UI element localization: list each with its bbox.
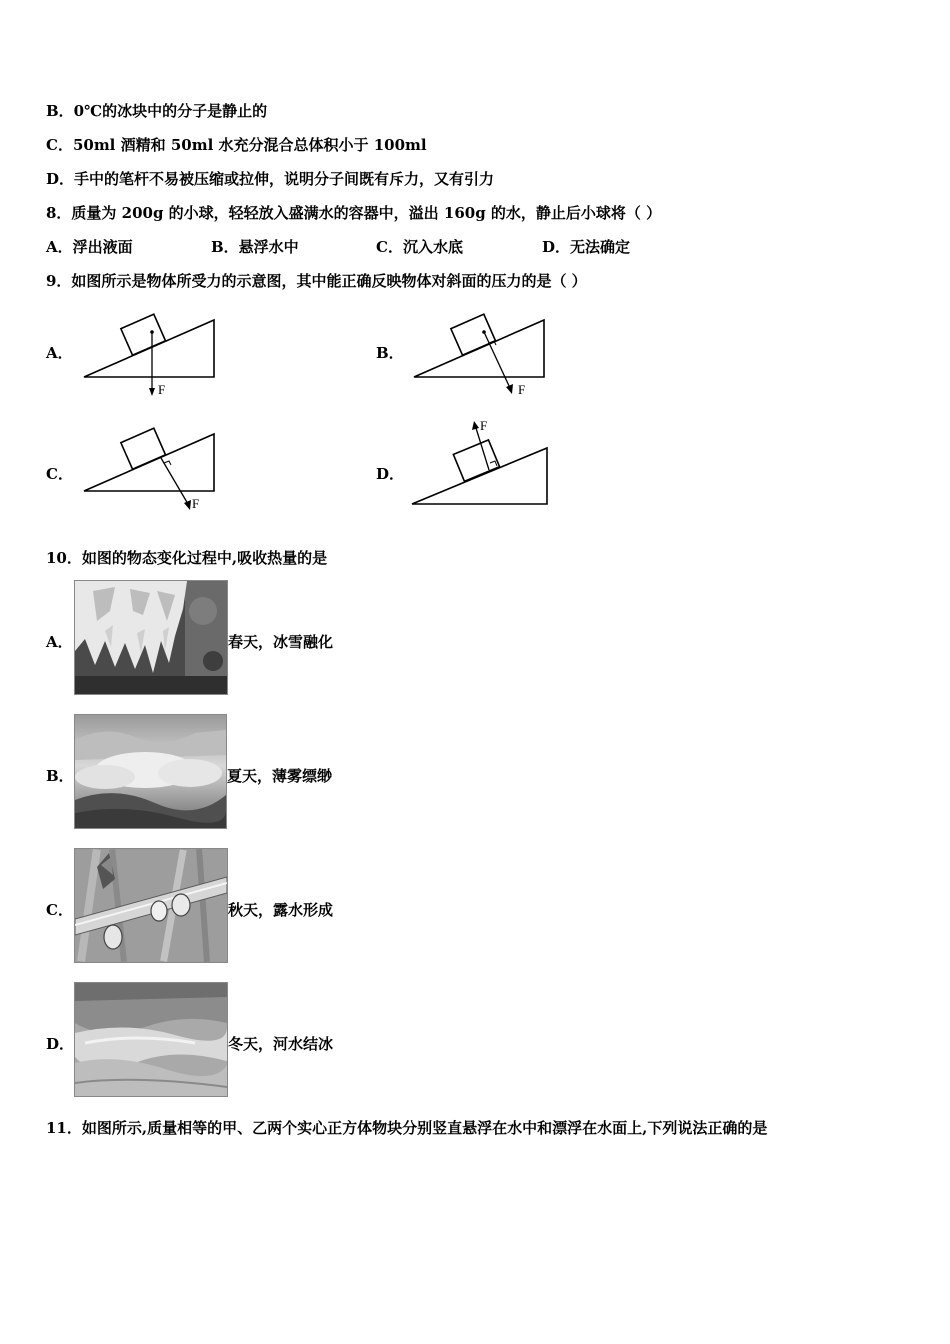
q11-stem: 11．如图所示,质量相等的甲、乙两个实心正方体物块分别竖直悬浮在水中和漂浮在水面上,下列说法正确的是	[46, 1119, 768, 1137]
q9-figure-a	[80, 310, 220, 402]
q9-force-label-d: F	[480, 418, 488, 433]
q9-figure-b	[410, 310, 550, 402]
q9-figure-c	[80, 422, 220, 514]
q9-label-c: C．	[46, 465, 73, 483]
q8-option-d: D．无法确定	[542, 238, 631, 256]
q10-caption-c: 秋天，露水形成	[228, 901, 334, 919]
frozen-river-photo	[74, 982, 228, 1097]
q10-caption-a: 春天，冰雪融化	[228, 633, 334, 651]
dew-photo	[74, 848, 228, 963]
q8-options	[46, 237, 746, 257]
q9-label-d: D．	[376, 465, 405, 483]
q10-label-c: C．	[46, 901, 73, 919]
fog-photo	[74, 714, 227, 829]
q9-stem: 9．如图所示是物体所受力的示意图，其中能正确反映物体对斜面的压力的是（ ）	[46, 272, 587, 290]
q8-option-c: C．沉入水底	[376, 238, 463, 256]
q9-figure-d	[410, 412, 550, 512]
q9-label-b: B．	[376, 344, 404, 362]
q9-label-a: A．	[46, 344, 73, 362]
q8-option-b: B．悬浮水中	[211, 238, 299, 256]
q10-stem: 10．如图的物态变化过程中,吸收热量的是	[46, 549, 328, 567]
q7-option-b: B．0℃的冰块中的分子是静止的	[46, 102, 268, 120]
q10-label-a: A．	[46, 633, 73, 651]
q9-force-label-c: F	[192, 496, 200, 511]
q8-option-a: A．浮出液面	[46, 238, 133, 256]
q7-option-d: D．手中的笔杆不易被压缩或拉伸，说明分子间既有斥力，又有引力	[46, 170, 495, 188]
q9-force-label-a: F	[158, 382, 166, 397]
q7-option-c: C．50ml 酒精和 50ml 水充分混合总体积小于 100ml	[46, 136, 427, 154]
q10-caption-d: 冬天，河水结冰	[228, 1035, 334, 1053]
q9-force-label-b: F	[518, 382, 526, 397]
q10-label-b: B．	[46, 767, 74, 785]
q10-caption-b: 夏天，薄雾缥缈	[227, 767, 333, 785]
q10-label-d: D．	[46, 1035, 75, 1053]
ice-melting-photo	[74, 580, 228, 695]
q8-stem: 8．质量为 200g 的小球，轻轻放入盛满水的容器中，溢出 160g 的水，静止后小球将（ ）	[46, 204, 662, 222]
